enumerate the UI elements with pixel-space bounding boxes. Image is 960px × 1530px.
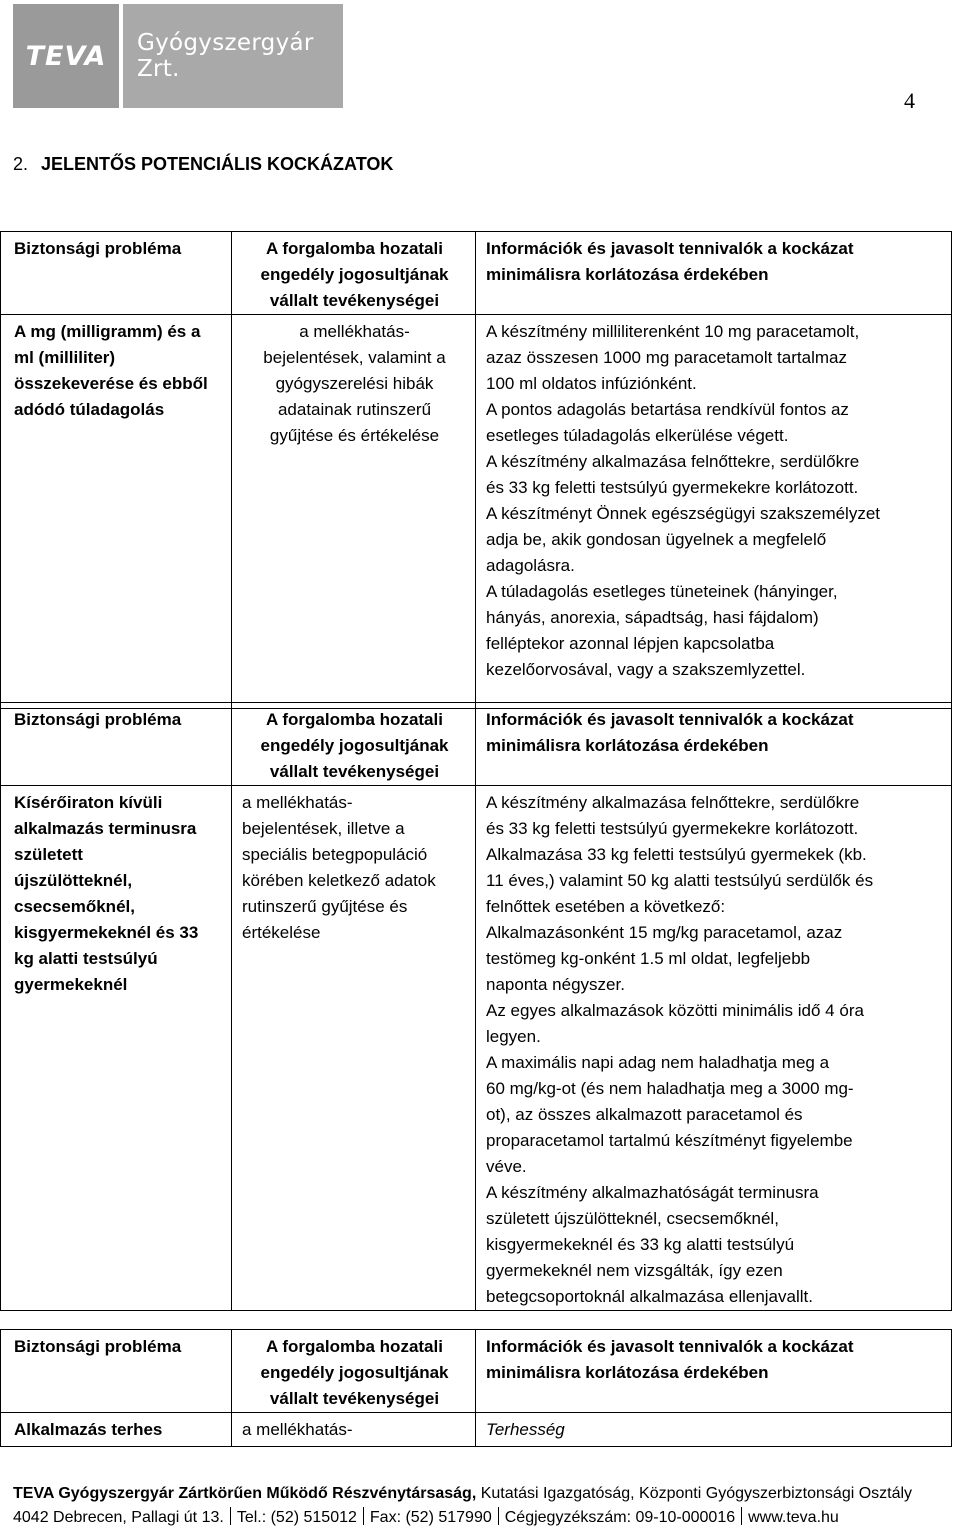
cell-mah-activities: a mellékhatás- [232,1413,476,1447]
footer-address: 4042 Debrecen, Pallagi út 13. [13,1509,224,1526]
table-row [1,1413,952,1447]
footer-company-line [13,1482,912,1506]
header-safety-issue: Biztonsági probléma [1,232,232,315]
company-label-box [123,4,343,108]
footer-separator [741,1507,742,1525]
cell-safety-issue: A mg (milligramm) és a ml (milliliter) összekeverése és ebből adódó túladagolás [1,315,232,709]
section-title: JELENTŐS POTENCIÁLIS KOCKÁZATOK [41,154,394,174]
footer-separator [363,1507,364,1525]
cell-mah-activities: a mellékhatás- bejelentések, illetve a speciális betegpopuláció körében keletkező adatok rutinszerű gyűjtése és értékelése [232,786,476,1311]
footer-separator [498,1507,499,1525]
footer-website-link[interactable]: www.teva.hu [748,1509,839,1526]
table-header-row [1,1330,952,1413]
table-row [1,786,952,1311]
teva-logo-wordmark: TEVA [25,40,107,72]
cell-information: A készítmény alkalmazása felnőttekre, serdülőkre és 33 kg feletti testsúlyú gyermekekre korlátozott. Alkalmazása 33 kg feletti testsúlyú gyermekek (kb. 11 éves,) valamint 50 kg alatti testsúlyú serdülők és felnőttek esetében a következő: Alkalmazásonként 15 mg/kg paracetamol, azaz testömeg kg-onként 1.5 ml oldat, legfeljebb naponta négyszer. Az egyes alkalmazások közötti minimális idő 4 óra legyen. A maximális napi adag nem haladhatja meg a 60 mg/kg-ot (és nem haladhatja meg a 3000 mg- ot), az összes alkalmazott paracetamol és proparacetamol tartalmú készítményt figyelembe véve. A készítmény alkalmazhatóságát terminusra született újszülötteknél, csecsemőknél, kisgyermekeknél és 33 kg alatti testsúlyú gyermekeknél nem vizsgálták, így ezen betegcsoportoknál alkalmazása ellenjavallt. [476,786,952,1311]
cell-safety-issue: Alkalmazás terhes [1,1413,232,1447]
company-label: Gyógyszergyár Zrt. [137,30,314,82]
header-information: Információk és javasolt tennivalók a kockázat minimálisra korlátozása érdekében [476,232,952,315]
cell-mah-activities: a mellékhatás- bejelentések, valamint a gyógyszerelési hibák adatainak rutinszerű gyűjtése és értékelése [232,315,476,709]
header-mah-activities: A forgalomba hozatali engedély jogosultjának vállalt tevékenységei [232,232,476,315]
header-safety-issue: Biztonsági probléma [1,1330,232,1413]
risk-table-off-label [0,702,952,1311]
table-row [1,315,952,709]
footer-registry: Cégjegyzékszám: 09-10-000016 [504,1509,736,1526]
header-safety-issue: Biztonsági probléma [1,703,232,786]
footer-contact-line [13,1506,912,1530]
section-number: 2. [13,154,29,174]
teva-logo [13,4,119,108]
footer-tel: Tel.: (52) 515012 [236,1509,357,1526]
header-mah-activities: A forgalomba hozatali engedély jogosultjának vállalt tevékenységei [232,703,476,786]
footer-separator [230,1507,231,1525]
footer-company-department: Kutatási Igazgatóság, Központi Gyógyszerbiztonsági Osztály [476,1485,913,1502]
header-mah-activities: A forgalomba hozatali engedély jogosultjának vállalt tevékenységei [232,1330,476,1413]
cell-information: Terhesség [476,1413,952,1447]
header-information: Információk és javasolt tennivalók a kockázat minimálisra korlátozása érdekében [476,703,952,786]
header-information: Információk és javasolt tennivalók a kockázat minimálisra korlátozása érdekében [476,1330,952,1413]
section-heading [13,154,393,175]
cell-safety-issue: Kísérőiraton kívüli alkalmazás terminusra született újszülötteknél, csecsemőknél, kisgyermekeknél és 33 kg alatti testsúlyú gyermekeknél [1,786,232,1311]
cell-information: A készítmény milliliterenként 10 mg paracetamolt, azaz összesen 1000 mg paracetamolt tartalmaz 100 ml oldatos infúziónként. A pontos adagolás betartása rendkívül fontos az esetleges túladagolás elkerülése végett. A készítmény alkalmazása felnőttekre, serdülőkre és 33 kg feletti testsúlyú gyermekekre korlátozott. A készítményt Önnek egészségügyi szakszemélyzet adja be, akik gondosan ügyelnek a megfelelő adagolásra. A túladagolás esetleges tüneteinek (hányinger, hányás, anorexia, sápadtság, hasi fájdalom) felléptekor azonnal lépjen kapcsolatba kezelőorvosával, vagy a szakszemlyzettel. [476,315,952,709]
footer-fax: Fax: (52) 517990 [369,1509,492,1526]
footer-company-name: TEVA Gyógyszergyár Zártkörűen Működő Részvénytársaság, [13,1485,477,1502]
page-footer [13,1482,912,1530]
table-header-row [1,232,952,315]
risk-table-overdose [0,231,952,709]
table-header-row [1,703,952,786]
risk-table-pregnancy [0,1329,952,1447]
page-number: 4 [904,88,915,113]
